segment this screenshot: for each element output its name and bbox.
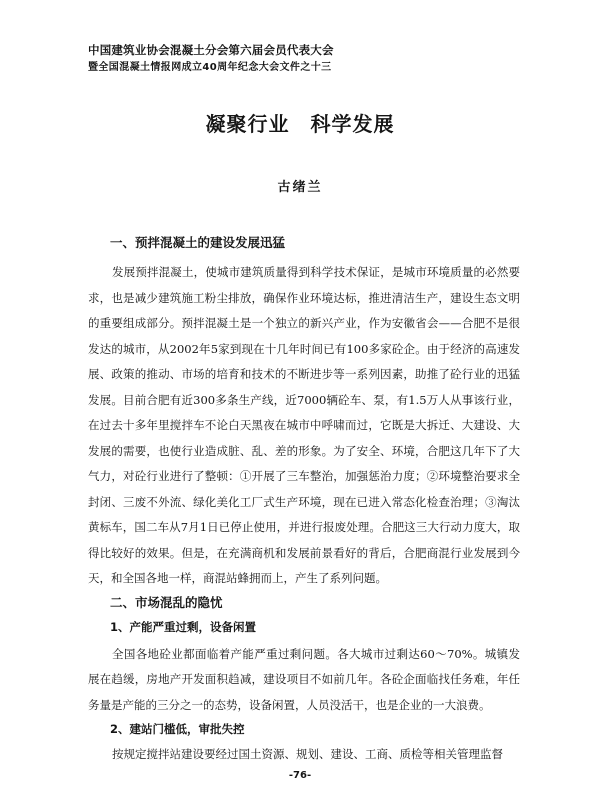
section-1-paragraph: 发展预拌混凝土，使城市建筑质量得到科学技术保证，是城市环境质量的必然要求，也是减少建筑施工粉尘排放，确保作业环境达标，推进清洁生产，建设生态文明的重要组成部分。预拌混凝土是一个独立的新兴产业，作为安徽省会——合肥不是很发达的城市，从2002年5家到现在十几年时间已有100多家砼企。由于经济的高速发展、政策的推动、市场的培育和技术的不断进步等一系列因素，助推了砼行业的迅猛发展。目前合肥有近300多条生产线，近7000辆砼车、泵，有1.5万人从事该行业，在过去十多年里搅拌车不论白天黑夜在城市中呼啸而过，它既是大拆迁、大建设、大发展的需要，也使行业造成脏、乱、差的形象。为了安全、环境，合肥这几年下了大气力，对砼行业进行了整顿：①开展了三车整治，加强惩治力度；②环境整治要求全封闭、三废不外流、绿化美化工厂式生产环境，现在已进入常态化检查治理；③淘汰黄标车，国二车从7月1日已停止使用，并进行报废处理。合肥这三大行动力度大，取得比较好的效果。但是，在充满商机和发展前景看好的背后，合肥商混行业发展到今天，和全国各地一样，商混站蜂拥而上，产生了系列问题。 [88,265,520,585]
article-title: 凝聚行业 科学发展 [205,112,395,136]
header-line-2: 暨全国混凝土情报网成立40周年纪念大会文件之十三 [88,62,332,73]
page-number: -76- [288,770,312,781]
conference-header [88,42,508,76]
section-2-heading: 二、市场混乱的隐忧 [110,594,223,610]
header-line-1: 中国建筑业协会混凝土分会第六届会员代表大会 [88,43,334,57]
subsection-2-2-heading: 2、建站门槛低，审批失控 [110,722,245,736]
article-author: 古绪兰 [277,180,323,195]
article-body [88,232,520,768]
subsection-2-1-paragraph: 全国各地砼业都面临着产能严重过剩问题。各大城市过剩达60～70%。城镇发展在趋缓，房地产开发面积趋减，建设项目不如前几年。各砼企面临找任务难，年任务量是产能的三分之一的态势，设备闲置，人员没活干，也是企业的一大浪费。 [88,646,520,712]
subsection-2-2-paragraph: 按规定搅拌站建设要经过国土资源、规划、建设、工商、质检等相关管理监督 [112,747,503,761]
section-1-heading: 一、预拌混凝土的建设发展迅猛 [110,235,286,250]
subsection-2-1-heading: 1、产能严重过剩，设备闲置 [110,619,257,634]
